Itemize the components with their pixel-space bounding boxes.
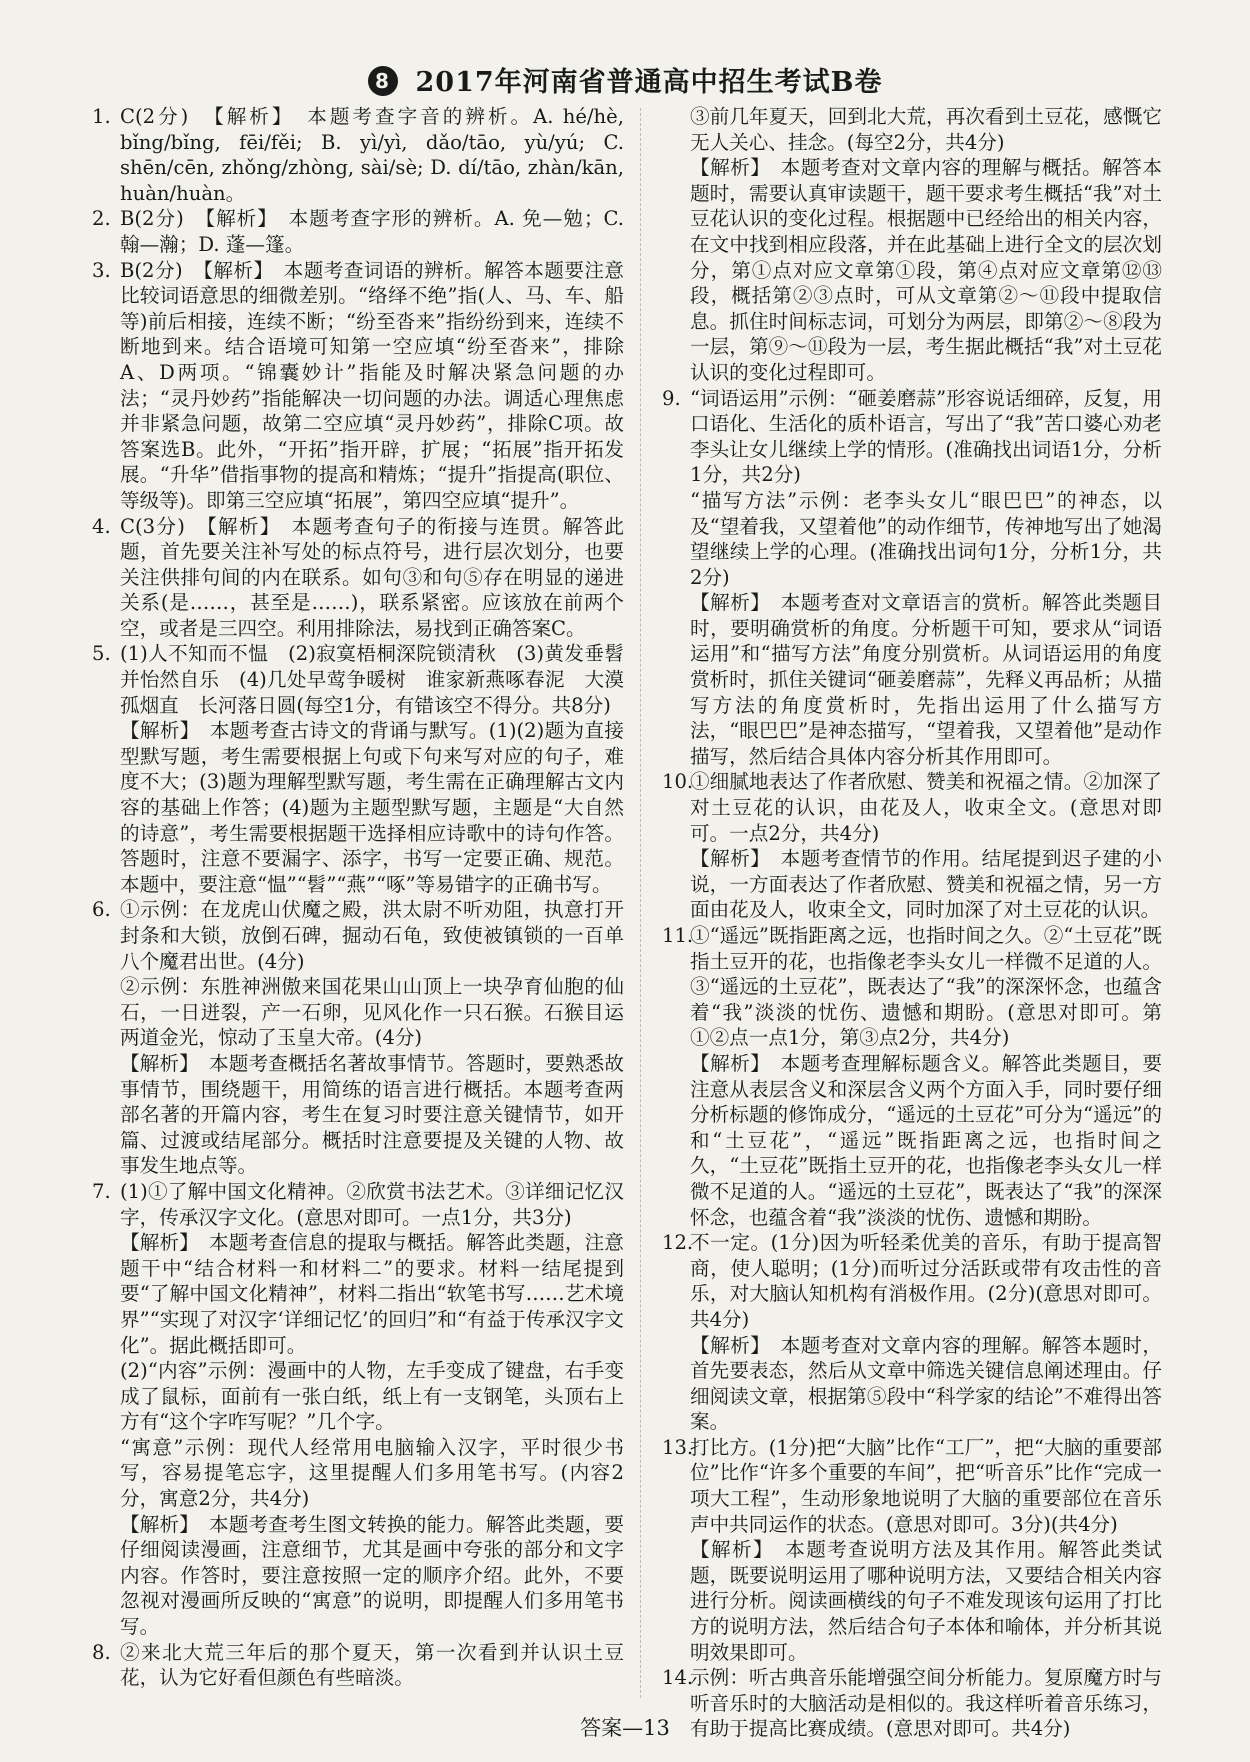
right-column [662, 104, 1162, 1742]
page-title [0, 60, 1250, 99]
answer-paragraph: B(2分) 【解析】 本题考查词语的辨析。解答本题要注意比较词语意思的细微差别。“络绎不绝”指(人、马、车、船等)前后相接，连续不断；“纷至沓来”指纷纷到来，连续不断地到来。结合语境可知第一空应填“纷至沓来”，排除A、D两项。“锦囊妙计”指能及时解决紧急问题的办法；“灵丹妙药”指能解决一切问题的办法。调适心理焦虑并非紧急问题，故第二空应填“灵丹妙药”，排除C项。故答案选B。此外，“开拓”指开辟，扩展；“拓展”指开拓发展。“升华”借指事物的提高和精炼；“提升”指提高(职位、等级等)。即第三空应填“拓展”，第四空应填“提升”。 [120, 258, 624, 512]
answer-paragraph: (2)“内容”示例：漫画中的人物，左手变成了键盘，右手变成了鼠标，面前有一张白纸，纸上有一支钢笔，头顶右上方有“这个字咋写呢？”几个字。 [120, 1359, 624, 1434]
answer-paragraph: 【解析】 本题考查情节的作用。结尾提到迟子建的小说，一方面表达了作者欣慰、赞美和祝福之情，另一方面由花及人，收束全文，同时加深了对土豆花的认识。 [690, 847, 1162, 922]
answer-number: 7. [92, 1179, 111, 1203]
answer-text [690, 1435, 1162, 1665]
answer-text [120, 514, 624, 642]
answer-paragraph: ②来北大荒三年后的那个夏天，第一次看到并认识土豆花，认为它好看但颜色有些暗淡。 [120, 1640, 624, 1690]
answer-item [662, 1435, 1162, 1665]
answer-number [662, 104, 690, 386]
answer-paragraph: 【解析】 本题考查对文章内容的理解。解答本题时，首先要表态，然后从文章中筛选关键信息阐述理由。仔细阅读文章，根据第⑤段中“科学家的结论”不难得出答案。 [690, 1333, 1162, 1434]
answer-paragraph: C(3分) 【解析】 本题考查句子的衔接与连贯。解答此题，首先要关注补写处的标点符号，进行层次划分，也要关注供排句间的内在联系。如句③和句⑤存在明显的递进关系(是……，甚至是……)，联系紧密。应该放在前两个空，或者是三四空。利用排除法，易找到正确答案C。 [120, 514, 624, 640]
column-divider [640, 108, 641, 1698]
answer-paragraph: ③前几年夏天，回到北大荒，再次看到土豆花，感慨它无人关心、挂念。(每空2分，共4分) [690, 105, 1162, 154]
answer-paragraph: C(2分) 【解析】 本题考查字音的辨析。A. hé/hè, bǐng/bǐng, fēi/fěi; B. yì/yì, dǎo/tāo, yù/yú; C. shēn/cēn, zhǒng/zhòng, sài/sè; D. dí/tāo, zhàn/kān, huàn/huàn。 [120, 105, 624, 205]
answer-paragraph: ①细腻地表达了作者欣慰、赞美和祝福之情。②加深了对土豆花的认识，由花及人，收束全文。(意思对即可。一点2分，共4分) [690, 770, 1162, 845]
answer-paragraph: 【解析】 本题考查说明方法及其作用。解答此类试题，既要说明运用了哪种说明方法，又要结合相关内容进行分析。阅读画横线的句子不难发现该句运用了打比方的说明方法，然后结合句子本体和喻体，并分析其说明效果即可。 [690, 1538, 1162, 1664]
answer-paragraph: 【解析】 本题考查对文章内容的理解与概括。解答本题时，需要认真审读题干，题干要求考生概括“我”对土豆花认识的变化过程。根据题中已经给出的相关内容，在文中找到相应段落，并在此基础上进行全文的层次划分，第①点对应文章第①段，第④点对应文章第⑫⑬段，概括第②③点时，可从文章第②～⑪段中提取信息。抓住时间标志词，可划分为两层，即第②～⑧段为一层，第⑨～⑪段为一层，考生据此概括“我”对土豆花认识的变化过程即可。 [690, 156, 1162, 384]
answer-paragraph: (1)人不知而不愠 (2)寂寞梧桐深院锁清秋 (3)黄发垂髫 并怡然自乐 (4)几处早莺争暖树 谁家新燕啄春泥 大漠孤烟直 长河落日圆(每空1分，有错该空不得分。共8分) [120, 642, 644, 717]
answer-number: 2. [92, 207, 111, 231]
section-number-badge: 8 [368, 66, 398, 96]
answer-paragraph: 【解析】 本题考查古诗文的背诵与默写。(1)(2)题为直接型默写题，考生需要根据上句或下句来写对应的句子，难度不大；(3)题为理解型默写题，考生需在正确理解古文内容的基础上作答；(4)题为主题型默写题，主题是“大自然的诗意”，考生需要根据题干选择相应诗歌中的诗句作答。答题时，注意不要漏字、添字，书写一定要正确、规范。本题中，要注意“愠”“髫”“燕”“啄”等易错字的正确书写。 [120, 719, 624, 896]
answer-item [92, 641, 644, 897]
answer-paragraph: ②示例：东胜神洲傲来国花果山山顶上一块孕育仙胞的仙石，一日迸裂，产一石卵，见风化作一只石猴。石猴目运两道金光，惊动了玉皇大帝。(4分) [120, 975, 624, 1050]
answer-text [120, 104, 624, 206]
answer-number: 14. [662, 1666, 694, 1690]
answer-item [92, 206, 624, 257]
answer-number: 6. [92, 898, 111, 922]
answer-number: 9. [662, 386, 681, 410]
answer-paragraph: ①“遥远”既指距离之远，也指时间之久。②“土豆花”既指土豆开的花，也指像老李头女儿一样微不足道的人。③“遥远的土豆花”，既表达了“我”的深深怀念，也蕴含着“我”淡淡的忧伤、遗憾和期盼。(意思对即可。第①②点一点1分，第③点2分，共4分) [690, 924, 1162, 1050]
answer-number: 13. [662, 1435, 694, 1459]
answer-text [120, 258, 624, 514]
answer-number: 1. [92, 105, 111, 128]
answer-number: 12. [662, 1231, 694, 1255]
answer-item [662, 386, 1162, 770]
answer-paragraph: “词语运用”示例：“砸姜磨蒜”形容说话细碎，反复，用口语化、生活化的质朴语言，写出了“我”苦口婆心劝老李头让女儿继续上学的情形。(准确找出词语1分，分析1分，共2分) [690, 386, 1162, 487]
answer-paragraph: “描写方法”示例：老李头女儿“眼巴巴”的神态，以及“望着我，又望着他”的动作细节，传神地写出了她渴望继续上学的心理。(准确找出词句1分，分析1分，共2分) [690, 488, 1162, 589]
answer-item [662, 923, 1162, 1230]
answer-item [662, 1230, 1162, 1435]
answer-number: 8. [92, 1640, 111, 1664]
answer-item [92, 104, 624, 206]
answer-item [662, 769, 1162, 923]
page-number: 答案—13 [580, 1716, 670, 1740]
answer-paragraph: 打比方。(1分)把“大脑”比作“工厂”，把“大脑的重要部位”比作“许多个重要的车间”，把“听音乐”比作“完成一项大工程”，生动形象地说明了大脑的重要部位在音乐声中共同运作的状态。(意思对即可。3分)(共4分) [690, 1435, 1162, 1536]
answer-item [92, 1640, 624, 1691]
answer-paragraph: 【解析】 本题考查理解标题含义。解答此类题目，要注意从表层含义和深层含义两个方面入手，同时要仔细分析标题的修饰成分，“遥远的土豆花”可分为“遥远”的和“土豆花”，“遥远”既指距离之远，也指时间之久，“土豆花”既指土豆开的花，也指像老李头女儿一样微不足道的人。“遥远的土豆花”，既表达了“我”的深深怀念，也蕴含着“我”淡淡的忧伤、遗憾和期盼。 [690, 1051, 1162, 1229]
answer-item [662, 104, 1162, 386]
answer-number: 5. [92, 642, 111, 666]
answer-item [92, 258, 624, 514]
answer-paragraph: 【解析】 本题考查考生图文转换的能力。解答此类题，要仔细阅读漫画，注意细节，尤其是画中夸张的部分和文字内容。作答时，要注意按照一定的顺序介绍。此外，不要忽视对漫画所反映的“寓意”的说明，即提醒人们多用笔书写。 [120, 1512, 624, 1639]
answer-text [690, 386, 1162, 770]
answer-text [690, 1230, 1162, 1435]
exam-title: 2017年河南省普通高中招生考试B卷 [415, 67, 883, 98]
answer-number: 3. [92, 258, 111, 282]
answer-number: 10. [662, 770, 694, 794]
answer-text [690, 769, 1162, 923]
answer-text [690, 104, 1162, 386]
left-column [92, 104, 644, 1691]
answer-paragraph: 不一定。(1分)因为听轻柔优美的音乐，有助于提高智商，使人聪明；(1分)而听过分活跃或带有攻击性的音乐，对大脑认知机构有消极作用。(2分)(意思对即可。共4分) [690, 1231, 1162, 1331]
answer-text [690, 923, 1162, 1230]
answer-paragraph: ①示例：在龙虎山伏魔之殿，洪太尉不听劝阻，执意打开封条和大锁，放倒石碑，掘动石龟，致使被镇锁的一百单八个魔君出世。(4分) [120, 898, 624, 973]
answer-number: 4. [92, 514, 111, 538]
answer-paragraph: 示例：听古典音乐能增强空间分析能力。复原魔方时与听音乐时的大脑活动是相似的。我这样听着音乐练习，有助于提高比赛成绩。(意思对即可。共4分) [690, 1666, 1162, 1741]
answer-number: 11. [662, 924, 694, 947]
answer-paragraph: 【解析】 本题考查概括名著故事情节。答题时，要熟悉故事情节，围绕题干，用简练的语言进行概括。本题考查两部名著的开篇内容，考生在复习时要注意关键情节，如开篇、过渡或结尾部分。概括时注意要提及关键的人物、故事发生地点等。 [120, 1051, 624, 1178]
answer-paragraph: B(2分) 【解析】 本题考查字形的辨析。A. 免—勉；C. 翰—瀚；D. 蓬—篷。 [120, 207, 624, 256]
answer-item [92, 1179, 624, 1640]
answer-paragraph: 【解析】 本题考查对文章语言的赏析。解答此类题目时，要明确赏析的角度。分析题干可知，要求从“词语运用”和“描写方法”角度分别赏析。从词语运用的角度赏析时，抓住关键词“砸姜磨蒜”，先释义再品析；从描写方法的角度赏析时，先指出运用了什么描写方法，“眼巴巴”是神态描写，“望着我，又望着他”是动作描写，然后结合具体内容分析其作用即可。 [690, 591, 1162, 768]
answer-paragraph: 【解析】 本题考查信息的提取与概括。解答此类题，注意题干中“结合材料一和材料二”的要求。材料一结尾提到要“了解中国文化精神”，材料二指出“软笔书写……艺术境界”“实现了对汉字‘详细记忆’的回归”和“有益于传承汉字文化”。据此概括即可。 [120, 1231, 624, 1357]
answer-text [120, 1640, 624, 1691]
answer-text [120, 206, 624, 257]
answer-paragraph: “寓意”示例：现代人经常用电脑输入汉字，平时很少书写，容易提笔忘字，这里提醒人们多用笔书写。(内容2分，寓意2分，共4分) [120, 1435, 624, 1511]
answer-item [92, 514, 624, 642]
answer-text [120, 1179, 624, 1640]
answer-text [120, 897, 624, 1179]
answer-text [120, 641, 644, 897]
answer-paragraph: (1)①了解中国文化精神。②欣赏书法艺术。③详细记忆汉字，传承汉字文化。(意思对即可。一点1分，共3分) [120, 1179, 624, 1229]
answer-item [92, 897, 624, 1179]
